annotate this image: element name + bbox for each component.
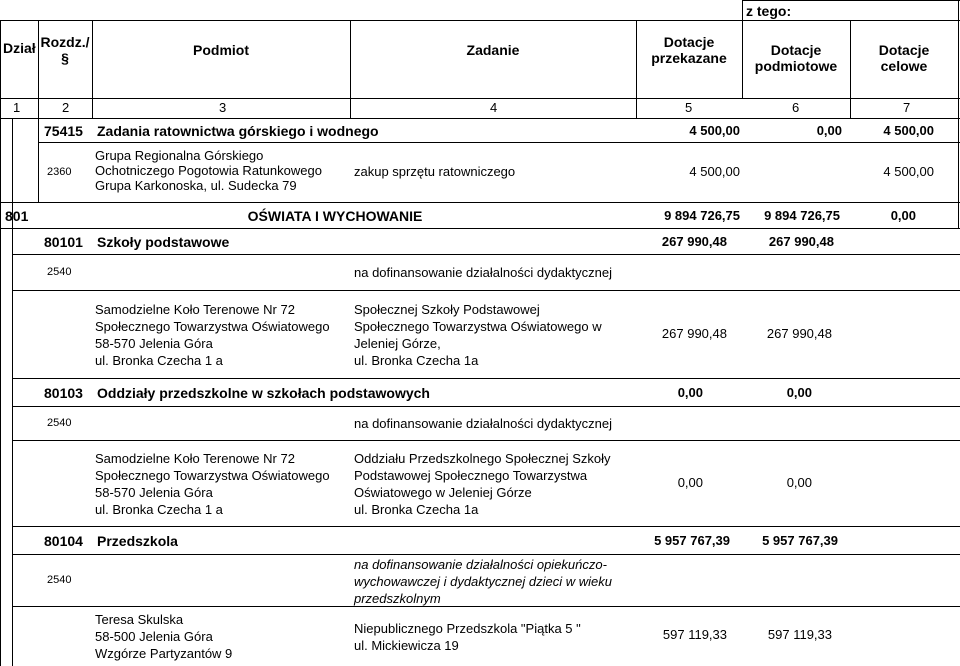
col-number: 1	[13, 100, 21, 115]
podmiot-line: 58-500 Jelenia Góra	[95, 629, 213, 644]
zadanie-line: Jeleniej Górze,	[354, 336, 441, 351]
header-zadanie: Zadanie	[466, 42, 520, 58]
header-dzial: Dział	[3, 40, 36, 56]
row-80101-code: 80101	[44, 234, 83, 250]
rule	[350, 20, 351, 118]
row-80104-title: Przedszkola	[97, 533, 178, 549]
rule	[12, 406, 960, 407]
row-80101-dotacja-podmiotowa: 267 990,48	[766, 326, 832, 341]
row-801-code: 801	[5, 208, 29, 224]
header-podmiot: Podmiot	[193, 42, 249, 58]
podmiot-line: Grupa Karkonoska, ul. Sudecka 79	[95, 178, 297, 193]
header-dotacje-przekazane	[636, 34, 742, 66]
rule	[38, 142, 960, 143]
row-801-przekazane: 9 894 726,75	[664, 208, 740, 223]
header-dot-cel-line2: celowe	[880, 58, 928, 75]
row-80104-dotacja-przekazana: 597 119,33	[662, 627, 727, 642]
header-rozdz-line1: Rozdz./	[40, 34, 90, 50]
podmiot-line: Samodzielne Koło Terenowe Nr 72	[95, 451, 295, 466]
row-80101-dotacja-przekazana: 267 990,48	[661, 326, 727, 341]
podmiot-line: Społecznego Towarzystwa Oświatowego	[95, 468, 330, 483]
podmiot-line: Samodzielne Koło Terenowe Nr 72	[95, 302, 295, 317]
header-dot-podm-line1: Dotacje	[770, 42, 822, 58]
row-80101-przekazane: 267 990,48	[661, 234, 727, 249]
zadanie-line: Oddziału Przedszkolnego Społecznej Szkoły	[354, 451, 611, 466]
row-80103-podmiot	[95, 450, 330, 518]
rule	[742, 0, 960, 1]
zadanie-line: ul. Mickiewicza 19	[354, 638, 459, 653]
rule	[958, 118, 959, 203]
row-80104-podmiotowe: 5 957 767,39	[762, 533, 838, 548]
podmiot-line: ul. Bronka Czecha 1 a	[95, 502, 223, 517]
row-80103-2540-code: 2540	[47, 417, 72, 429]
row-801-title: OŚWIATA I WYCHOWANIE	[247, 208, 423, 224]
zadanie-line: Oświatowego w Jeleniej Górze	[354, 485, 532, 500]
opis-line: na dofinansowanie działalności opiekuńczo-	[354, 557, 607, 572]
zadanie-line: Społecznego Towarzystwa Oświatowego w	[354, 319, 602, 334]
zadanie-line: Społecznej Szkoły Podstawowej	[354, 302, 540, 317]
row-75415-code: 75415	[44, 123, 83, 139]
row-80101-zadanie	[354, 301, 602, 369]
podmiot-line: Grupa Regionalna Górskiego	[95, 148, 264, 163]
podmiot-line: 58-570 Jelenia Góra	[95, 485, 213, 500]
row-80103-dotacja-przekazana: 0,00	[677, 475, 703, 490]
zadanie-line: Niepublicznego Przedszkola "Piątka 5 "	[354, 621, 581, 636]
row-80101-title: Szkoły podstawowe	[97, 234, 230, 250]
rule	[12, 254, 960, 255]
rule	[0, 202, 960, 203]
col-number: 5	[685, 100, 693, 115]
col-number: 2	[62, 100, 70, 115]
row-75415-celowe: 4 500,00	[883, 123, 934, 138]
row-80104-podmiot	[95, 611, 232, 662]
rule	[12, 290, 960, 291]
rule	[0, 118, 960, 119]
rule	[12, 118, 13, 203]
row-80104-code: 80104	[44, 533, 83, 549]
row-80103-przekazane: 0,00	[677, 385, 703, 400]
podmiot-line: Ochotniczego Pogotowia Ratunkowego	[95, 163, 322, 178]
podmiot-line: 58-570 Jelenia Góra	[95, 336, 213, 351]
header-dot-przek-line2: przekazane	[651, 50, 727, 67]
header-dot-przek-line1: Dotacje	[663, 34, 715, 50]
rule	[92, 20, 93, 118]
rule	[958, 0, 959, 118]
header-dot-cel-line1: Dotacje	[878, 42, 930, 58]
col-number: 3	[219, 100, 227, 115]
podmiot-line: Teresa Skulska	[95, 612, 184, 627]
rule	[742, 20, 960, 21]
header-z-tego: z tego:	[746, 3, 792, 19]
zadanie-line: ul. Bronka Czecha 1a	[354, 353, 479, 368]
row-80103-dotacja-podmiotowa: 0,00	[786, 475, 812, 490]
rule	[12, 378, 960, 379]
rule	[0, 20, 742, 21]
row-75415-przekazane: 4 500,00	[689, 123, 740, 138]
rule	[0, 20, 1, 666]
podmiot-line: Społecznego Towarzystwa Oświatowego	[95, 319, 330, 334]
row-80101-2540-code: 2540	[47, 266, 72, 278]
rule	[958, 202, 959, 228]
col-number: 7	[903, 100, 911, 115]
opis-line: przedszkolnym	[354, 591, 441, 606]
row-80101-podmiot	[95, 301, 330, 369]
row-80103-podmiotowe: 0,00	[786, 385, 812, 400]
zadanie-line: Podstawowej Społecznego Towarzystwa	[354, 468, 588, 483]
header-rozdz	[38, 34, 92, 66]
row-801-celowe: 0,00	[890, 208, 916, 223]
col-number: 4	[490, 100, 498, 115]
row-80101-podmiotowe: 267 990,48	[768, 234, 834, 249]
rule	[12, 526, 960, 527]
row-80103-code: 80103	[44, 385, 83, 401]
row-80103-title: Oddziały przedszkolne w szkołach podstawowych	[97, 385, 430, 401]
podmiot-line: ul. Bronka Czecha 1 a	[95, 353, 223, 368]
rule	[0, 98, 960, 99]
row-80104-zadanie	[354, 620, 581, 654]
header-dot-podm-line2: podmiotowe	[754, 58, 838, 75]
row-2360-zadanie: zakup sprzętu ratowniczego	[354, 164, 516, 179]
row-80103-2540-text: na dofinansowanie działalności dydaktycznej	[354, 416, 612, 431]
row-2360-code: 2360	[47, 166, 72, 178]
row-2360-celowe: 4 500,00	[883, 164, 934, 179]
row-80104-2540-code: 2540	[47, 574, 72, 586]
header-dotacje-podmiotowe	[742, 42, 850, 74]
row-801-podmiotowe: 9 894 726,75	[764, 208, 840, 223]
row-75415-podmiotowe: 0,00	[816, 123, 842, 138]
row-80104-2540-text	[354, 556, 612, 607]
header-dotacje-celowe	[850, 42, 958, 74]
row-80104-przekazane: 5 957 767,39	[654, 533, 730, 548]
rule	[12, 554, 960, 555]
row-80104-dotacja-podmiotowa: 597 119,33	[767, 627, 832, 642]
row-80103-zadanie	[354, 450, 611, 518]
header-rozdz-line2: §	[61, 50, 69, 67]
row-80101-2540-text: na dofinansowanie działalności dydaktycznej	[354, 265, 612, 280]
opis-line: wychowawczej i dydaktycznej dzieci w wieku	[354, 574, 612, 589]
rule	[0, 228, 960, 229]
rule	[12, 440, 960, 441]
col-number: 6	[792, 100, 800, 115]
row-75415-title: Zadania ratownictwa górskiego i wodnego	[97, 123, 379, 139]
podmiot-line: Wzgórze Partyzantów 9	[95, 646, 233, 661]
rule	[38, 118, 39, 203]
zadanie-line: ul. Bronka Czecha 1a	[354, 502, 479, 517]
row-2360-przekazane: 4 500,00	[689, 164, 740, 179]
row-2360-podmiot	[95, 148, 322, 193]
